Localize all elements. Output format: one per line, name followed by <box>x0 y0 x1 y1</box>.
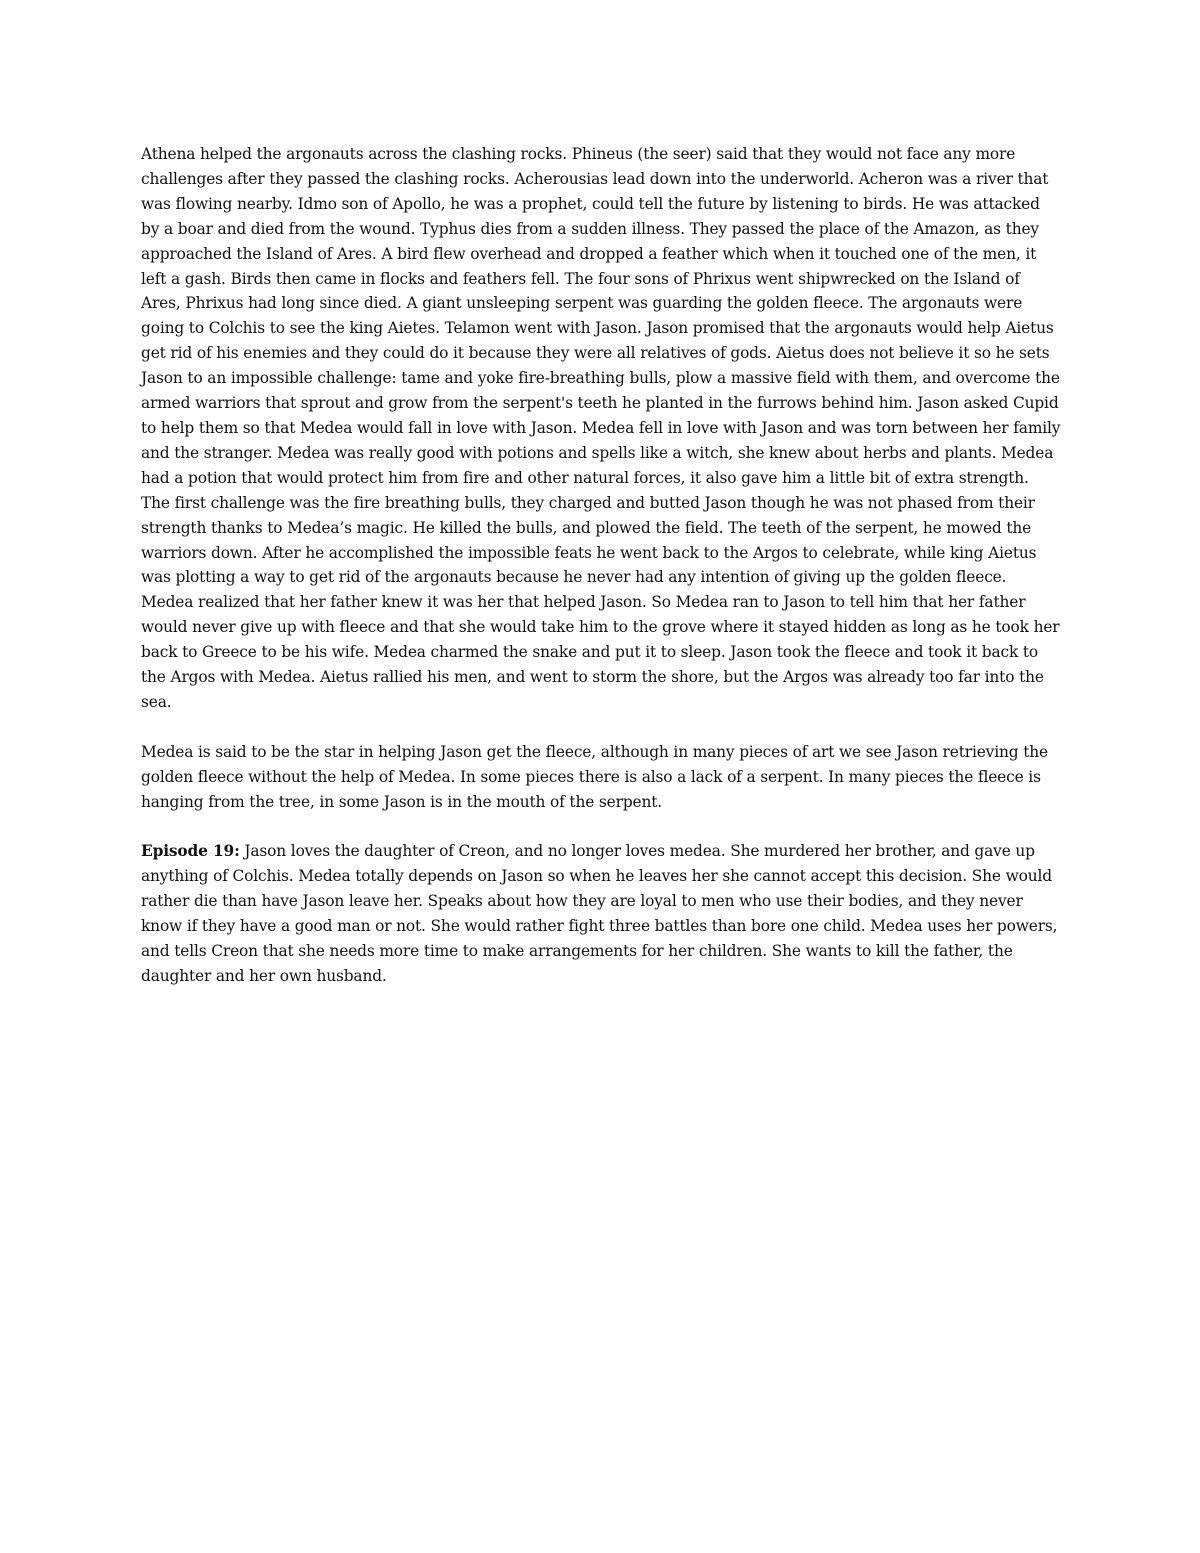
paragraph-text: Jason loves the daughter of Creon, and no longer loves medea. She murdered her brother, and gave up anything of Colchis. Medea totally depends on Jason so when he leaves her she cannot accept this decision. She would rather die than have Jason leave her. Speaks about how they are loyal to men who use their bodies, and they never know if they have a good man or not. She would rather fight three battles than bore one child. Medea uses her powers, and tells Creon that she needs more time to make arrangements for her children. She wants to kill the father, the daughter and her own husband. <box>141 842 1058 985</box>
paragraph-episode-19 <box>141 839 1061 988</box>
document-body <box>141 142 1061 1014</box>
paragraph-text: Athena helped the argonauts across the clashing rocks. Phineus (the seer) said that they would not face any more challenges after they passed the clashing rocks. Acherousias lead down into the underworld. Acheron was a river that was flowing nearby. Idmo son of Apollo, he was a prophet, could tell the future by listening to birds. He was attacked by a boar and died from the wound. Typhus dies from a sudden illness. They passed the place of the Amazon, as they approached the Island of Ares. A bird flew overhead and dropped a feather which when it touched one of the men, it left a gash. Birds then came in flocks and feathers fell. The four sons of Phrixus went shipwrecked on the Island of Ares, Phrixus had long since died. A giant unsleeping serpent was guarding the golden fleece. The argonauts were going to Colchis to see the king Aietes. Telamon went with Jason. Jason promised that the argonauts would help Aietus get rid of his enemies and they could do it because they were all relatives of gods. Aietus does not believe it so he sets Jason to an impossible challenge: tame and yoke fire-breathing bulls, plow a massive field with them, and overcome the armed warriors that sprout and grow from the serpent's teeth he planted in the furrows behind him. Jason asked Cupid to help them so that Medea would fall in love with Jason. Medea fell in love with Jason and was torn between her family and the stranger. Medea was really good with potions and spells like a witch, she knew about herbs and plants. Medea had a potion that would protect him from fire and other natural forces, it also gave him a little bit of extra strength. The first challenge was the fire breathing bulls, they charged and butted Jason though he was not phased from their strength thanks to Medea’s magic. He killed the bulls, and plowed the field. The teeth of the serpent, he mowed the warriors down. After he accomplished the impossible feats he went back to the Argos to celebrate, while king Aietus was plotting a way to get rid of the argonauts because he never had any intention of giving up the golden fleece. Medea realized that her father knew it was her that helped Jason. So Medea ran to Jason to tell him that her father would never give up with fleece and that she would take him to the grove where it stayed hidden as long as he took her back to Greece to be his wife. Medea charmed the snake and put it to sleep. Jason took the fleece and took it back to the Argos with Medea. Aietus rallied his men, and went to storm the shore, but the Argos was already too far into the sea. <box>141 145 1061 711</box>
paragraph-argonauts-journey <box>141 142 1061 715</box>
paragraph-text: Medea is said to be the star in helping Jason get the fleece, although in many pieces of art we see Jason retrieving the golden fleece without the help of Medea. In some pieces there is also a lack of a serpent. In many pieces the fleece is hanging from the tree, in some Jason is in the mouth of the serpent. <box>141 742 1048 811</box>
episode-label: Episode 19: <box>141 842 240 861</box>
paragraph-medea-art <box>141 740 1061 815</box>
